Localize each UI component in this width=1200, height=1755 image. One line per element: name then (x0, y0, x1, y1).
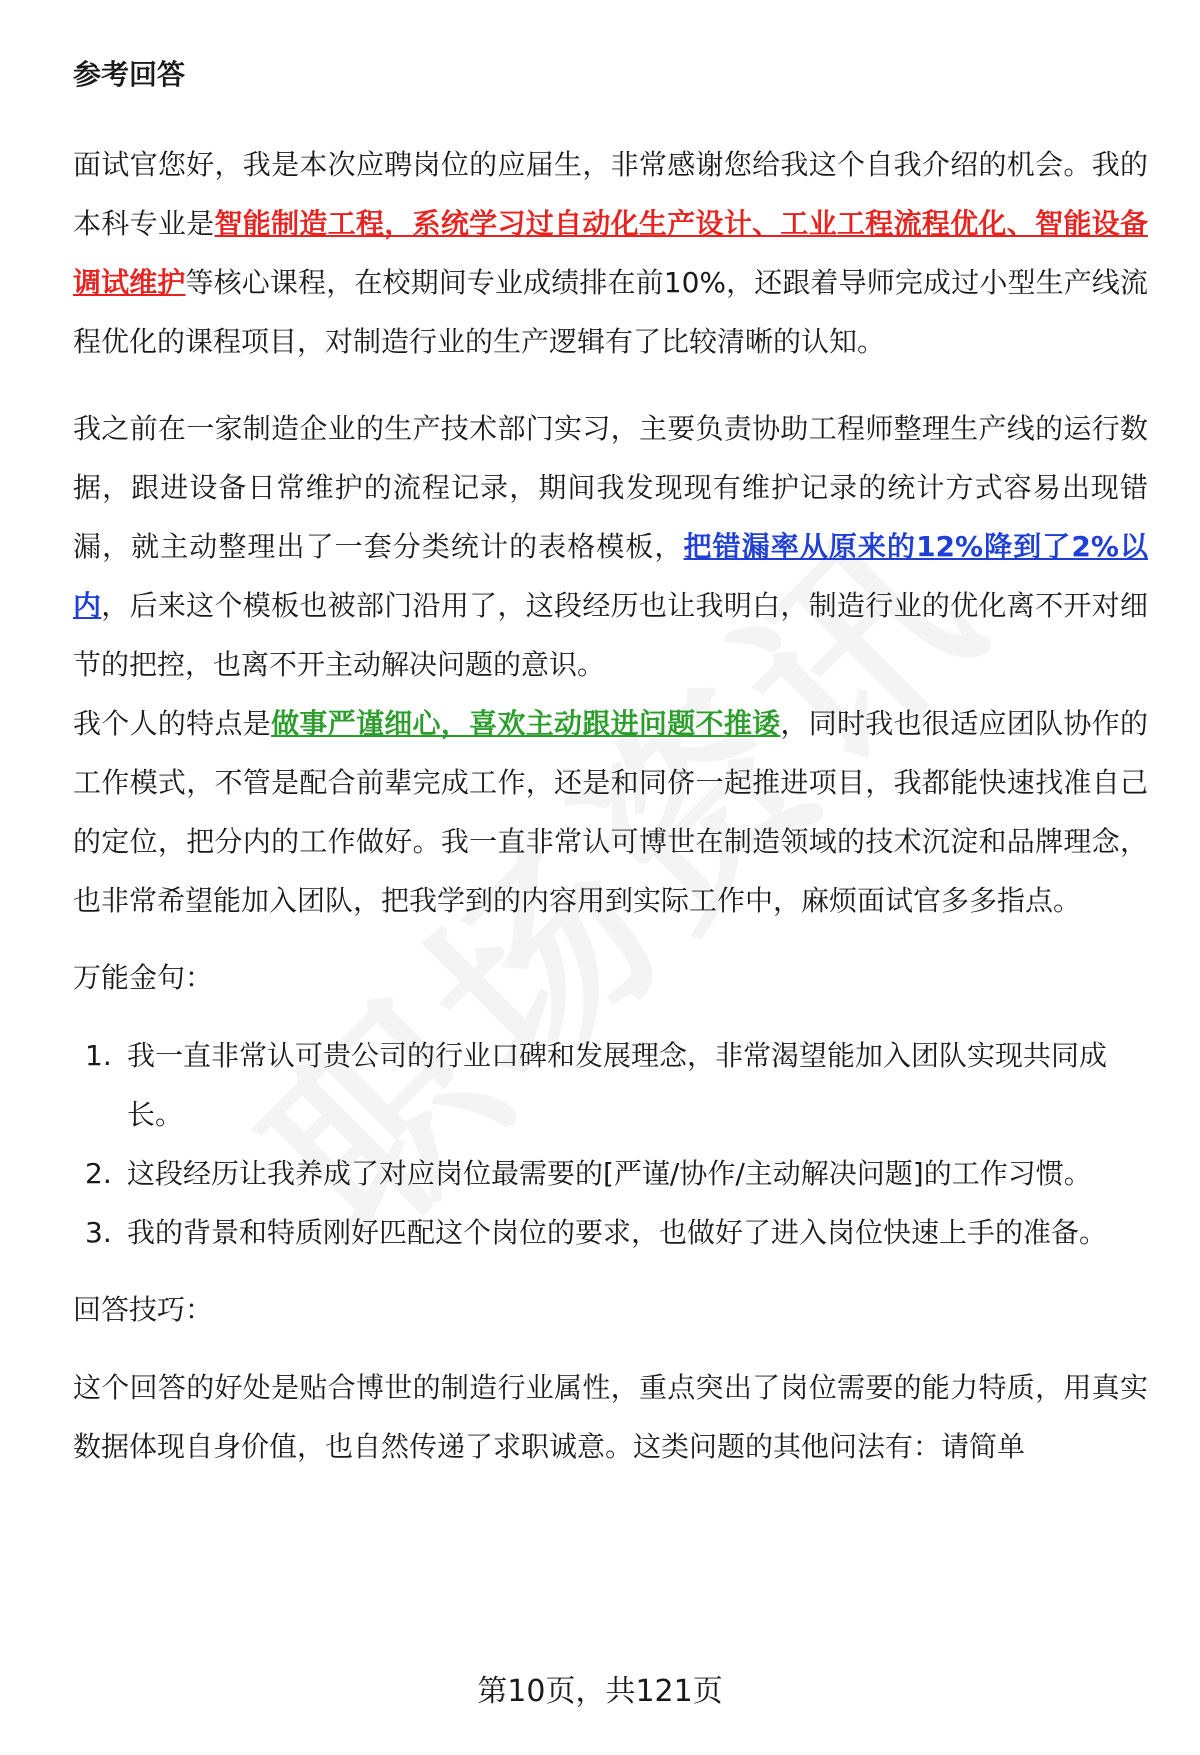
answer-paragraph-2 (73, 399, 1148, 694)
major-tail-text: 等核心课程，在校期间专业成绩排在前10%，还跟着导师完成过小型生产线流程优化的课程项目，对制造行业的生产逻辑有了比较清晰的认知。 (73, 266, 1148, 358)
answer-paragraph-3 (73, 694, 1148, 930)
list-text: 这段经历让我养成了对应岗位最需要的[严谨/协作/主动解决问题]的工作习惯。 (127, 1157, 1092, 1190)
internship-lead-text: 我之前在一家制造企业的生产技术部门实习，主要负责协助工程师整理生产线的运行数据，跟进设备日常维护的流程记录，期间我发现现有维护记录的统计方式容易出现错漏，就主动整理出了一套分类统计的表格模板， (73, 412, 1148, 563)
list-number: 1. (85, 1039, 112, 1072)
answer-paragraph-1 (73, 135, 1148, 371)
list-item (73, 1026, 1148, 1144)
golden-sentences-list (73, 1026, 1148, 1262)
result-highlight: 把错漏率从原来的12%降到了2%以内 (73, 530, 1148, 622)
list-number: 2. (85, 1157, 112, 1190)
trait-tail-text: ，同时我也很适应团队协作的工作模式，不管是配合前辈完成工作，还是和同侪一起推进项目，我都能快速找准自己的定位，把分内的工作做好。我一直非常认可博世在制造领域的技术沉淀和品牌理念，也非常希望能加入团队，把我学到的内容用到实际工作中，麻烦面试官多多指点。 (73, 707, 1148, 917)
major-highlight: 智能制造工程，系统学习过自动化生产设计、工业工程流程优化、智能设备调试维护 (73, 207, 1148, 299)
intro-text: 面试官您好，我是本次应聘岗位的应届生，非常感谢您给我这个自我介绍的机会。 (73, 148, 1092, 181)
trait-highlight: 做事严谨细心，喜欢主动跟进问题不推诿 (271, 707, 781, 740)
tips-label: 回答技巧： (73, 1293, 214, 1326)
trait-lead-text: 我个人的特点是 (73, 707, 272, 740)
golden-sentences-label: 万能金句： (73, 961, 214, 994)
list-item (73, 1144, 1148, 1203)
internship-tail-text: ，后来这个模板也被部门沿用了，这段经历也让我明白，制造行业的优化离不开对细节的把控，也离不开主动解决问题的意识。 (73, 589, 1148, 681)
document-content (73, 55, 1148, 1476)
list-text: 我一直非常认可贵公司的行业口碑和发展理念，非常渴望能加入团队实现共同成长。 (127, 1039, 1108, 1131)
tips-paragraph: 这个回答的好处是贴合博世的制造行业属性，重点突出了岗位需要的能力特质，用真实数据体现自身价值，也自然传递了求职诚意。这类问题的其他问法有：请简单 (73, 1371, 1148, 1463)
section-heading: 参考回答 (73, 58, 186, 91)
major-lead-text: 我的本科专业是 (73, 148, 1148, 240)
list-text: 我的背景和特质刚好匹配这个岗位的要求，也做好了进入岗位快速上手的准备。 (127, 1216, 1108, 1249)
list-item (73, 1203, 1148, 1262)
list-number: 3. (85, 1216, 112, 1249)
page-footer: 第10页，共121页 (477, 1674, 723, 1709)
